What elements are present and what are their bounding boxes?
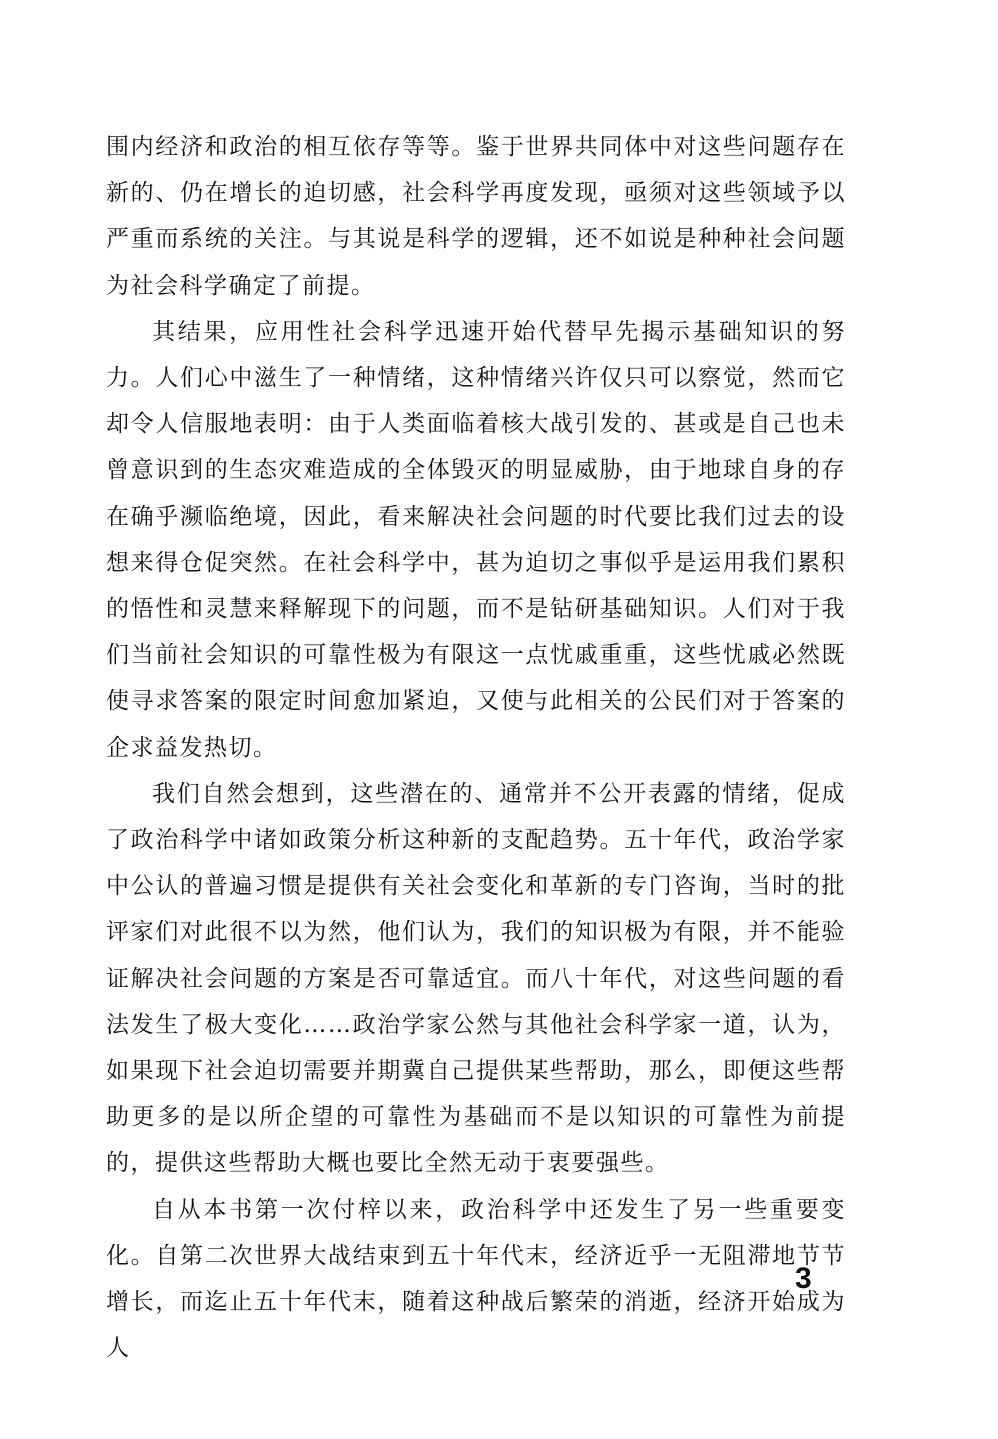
body-text	[106, 124, 846, 1371]
paragraph-3: 我们自然会想到，这些潜在的、通常并不公开表露的情绪，促成了政治科学中诸如政策分析这种新的支配趋势。五十年代，政治学家中公认的普遍习惯是提供有关社会变化和革新的专门咨询，当时的批评家们对此很不以为然，他们认为，我们的知识极为有限，并不能验证解决社会问题的方案是否可靠适宜。而八十年代，对这些问题的看法发生了极大变化……政治学家公然与其他社会科学家一道，认为，如果现下社会迫切需要并期冀自己提供某些帮助，那么，即便这些帮助更多的是以所企望的可靠性为基础而不是以知识的可靠性为前提的，提供这些帮助大概也要比全然无动于衷要强些。	[106, 780, 846, 1177]
paragraph-2: 其结果，应用性社会科学迅速开始代替早先揭示基础知识的努力。人们心中滋生了一种情绪，这种情绪兴许仅只可以察觉，然而它却令人信服地表明：由于人类面临着核大战引发的、甚或是自己也未曾意识到的生态灾难造成的全体毁灭的明显威胁，由于地球自身的存在确乎濒临绝境，因此，看来解决社会问题的时代要比我们过去的设想来得仓促突然。在社会科学中，甚为迫切之事似乎是运用我们累积的悟性和灵慧来释解现下的问题，而不是钻研基础知识。人们对于我们当前社会知识的可靠性极为有限这一点忧戚重重，这些忧戚必然既使寻求答案的限定时间愈加紧迫，又使与此相关的公民们对于答案的企求益发热切。	[106, 318, 846, 761]
paragraph-4: 自从本书第一次付梓以来，政治科学中还发生了另一些重要变化。自第二次世界大战结束到五十年代末，经济近乎一无阻滞地节节增长，而迄止五十年代末，随着这种战后繁荣的消逝，经济开始成为人	[106, 1196, 846, 1362]
paragraph-1: 围内经济和政治的相互依存等等。鉴于世界共同体中对这些问题存在新的、仍在增长的迫切感，社会科学再度发现，亟须对这些领域予以严重而系统的关注。与其说是科学的逻辑，还不如说是种种社会问题为社会科学确定了前提。	[106, 134, 846, 299]
page-number: 3	[795, 1262, 812, 1295]
